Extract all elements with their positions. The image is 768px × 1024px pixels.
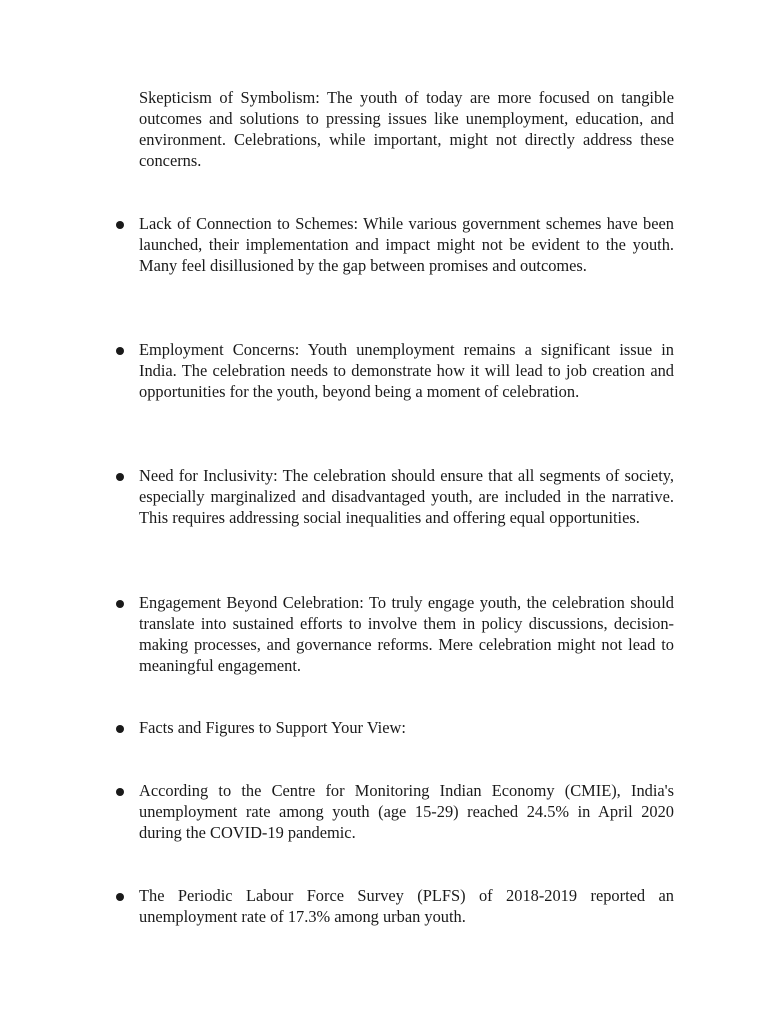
bullet-paragraph-engagement: Engagement Beyond Celebration: To truly engage youth, the celebration should translate into sustained efforts to involve them in policy discussions, decision-making processes, and governance reforms. Mere celebration might not lead to meaningful engagement. <box>139 593 674 675</box>
bullet-icon <box>116 347 124 355</box>
bullet-icon <box>116 788 124 796</box>
bullet-icon <box>116 893 124 901</box>
bullet-icon <box>116 600 124 608</box>
bullet-paragraph-inclusivity: Need for Inclusivity: The celebration should ensure that all segments of society, especially marginalized and disadvantaged youth, are included in the narrative. This requires addressing social inequalities and offering equal opportunities. <box>139 466 674 527</box>
bullet-icon <box>116 473 124 481</box>
bullet-icon <box>116 725 124 733</box>
bullet-paragraph-cmie: According to the Centre for Monitoring Indian Economy (CMIE), India's unemployment rate among youth (age 15-29) reached 24.5% in April 2020 during the COVID-19 pandemic. <box>139 781 674 842</box>
bullet-paragraph-facts-heading: Facts and Figures to Support Your View: <box>139 718 406 737</box>
bullet-paragraph-plfs: The Periodic Labour Force Survey (PLFS) of 2018-2019 reported an unemployment rate of 17.3% among urban youth. <box>139 886 674 926</box>
intro-paragraph: Skepticism of Symbolism: The youth of today are more focused on tangible outcomes and solutions to pressing issues like unemployment, education, and environment. Celebrations, while important, might not directly address these concerns. <box>139 88 674 170</box>
bullet-icon <box>116 221 124 229</box>
bullet-paragraph-employment: Employment Concerns: Youth unemployment remains a significant issue in India. The celebration needs to demonstrate how it will lead to job creation and opportunities for the youth, beyond being a moment of celebration. <box>139 340 674 401</box>
bullet-paragraph-schemes: Lack of Connection to Schemes: While various government schemes have been launched, their implementation and impact might not be evident to the youth. Many feel disillusioned by the gap between promises and outcomes. <box>139 214 674 275</box>
